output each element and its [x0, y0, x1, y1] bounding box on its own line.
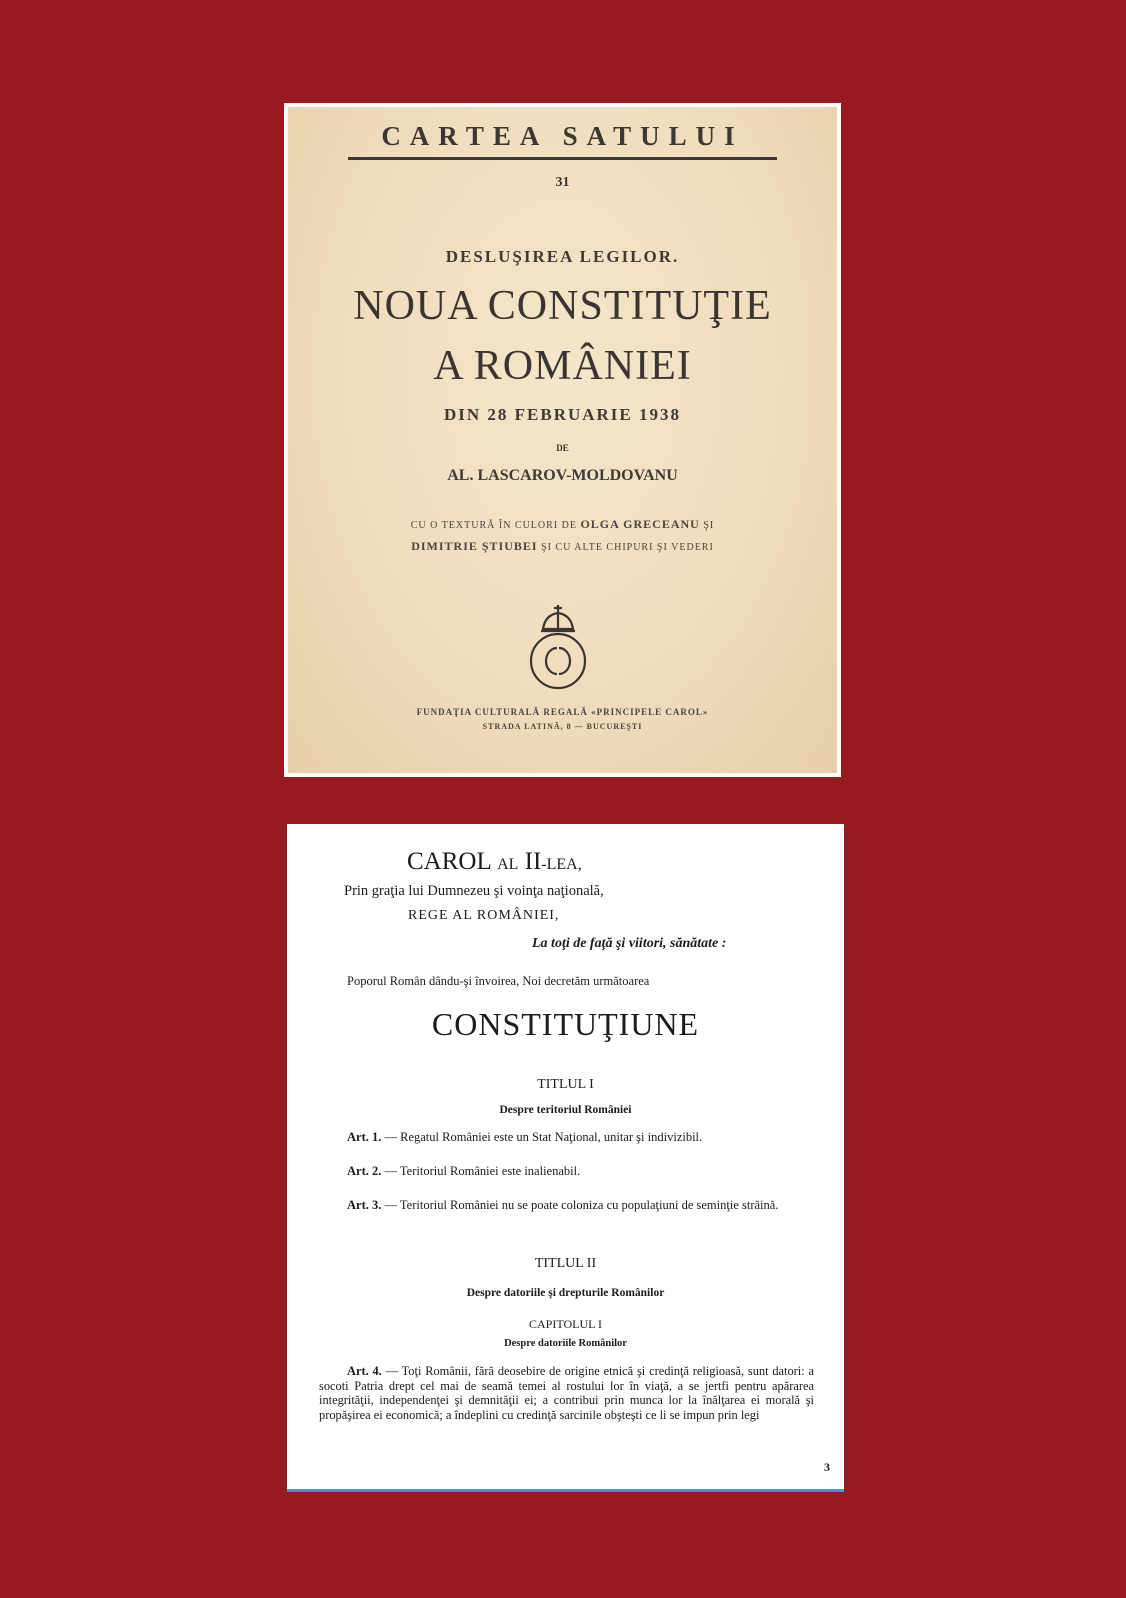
publisher-name: FUNDAŢIA CULTURALĂ REGALĂ «PRINCIPELE CAROL»: [416, 707, 709, 717]
cover-by: DE: [556, 443, 569, 453]
series-underline: [348, 157, 777, 160]
page-bottom-rule: [287, 1489, 844, 1492]
title-1-heading: TITLUL I: [537, 1077, 594, 1092]
article-1: [319, 1130, 814, 1145]
article-2: [319, 1164, 814, 1179]
cover-title-line-1: NOUA CONSTITUŢIE: [353, 283, 772, 329]
cover-author: AL. LASCAROV-MOLDOVANU: [447, 467, 678, 484]
illustrator-name-1: OLGA GRECEANU: [580, 517, 700, 531]
cover-subtitle: DESLUŞIREA LEGILOR.: [445, 247, 680, 266]
chapter-heading: CAPITOLUL I: [529, 1317, 602, 1331]
series-title: CARTEA SATULUI: [381, 121, 744, 151]
title-2-subheading: Despre datoriile şi drepturile Românilor: [466, 1287, 665, 1299]
crowned-monogram-emblem-icon: [523, 603, 593, 693]
article-4: [319, 1364, 814, 1422]
king-name: CAROL: [407, 848, 491, 875]
decree-line: Poporul Român dându-şi învoirea, Noi decretăm următoarea: [347, 974, 650, 988]
title-2-heading: TITLUL II: [534, 1256, 597, 1271]
chapter-subheading: Despre datoriile Românilor: [504, 1338, 627, 1349]
page-number: 3: [824, 1460, 830, 1474]
article-4-label: Art. 4.: [347, 1364, 382, 1378]
king-numeral: II: [524, 848, 542, 875]
grace-line: Prin graţia lui Dumnezeu şi voinţa naţională,: [344, 883, 604, 899]
greeting-line: La toţi de faţă şi viitori, sănătate :: [532, 936, 727, 951]
article-2-text: — Teritoriul României este inalienabil.: [381, 1164, 581, 1178]
article-3-label: Art. 3.: [347, 1198, 382, 1212]
illustrations-suffix: ŞI CU ALTE CHIPURI ŞI VEDERI: [541, 542, 714, 553]
cover-illustrations-line-1: [288, 517, 837, 532]
cover-title-line-2: A ROMÂNIEI: [433, 343, 692, 389]
article-1-label: Art. 1.: [347, 1130, 382, 1144]
king-suffix: -LEA,: [541, 856, 582, 873]
king-title: [407, 848, 582, 876]
article-1-text: — Regatul României este un Stat Naţional, unitar şi indivizibil.: [381, 1130, 703, 1144]
article-3-text: — Teritoriul României nu se poate coloniza cu populaţiuni de seminţie străină.: [381, 1198, 779, 1212]
constitution-page: [287, 824, 844, 1492]
article-4-text: — Toţi Românii, fără deosebire de origine etnică şi credinţă religioasă, sunt datori: a socoti Patria drept cel mai de seamă temei al rostului lor în viaţă, a se jertfi pentru apărarea integrităţii, independenţei şi demnităţii ei; a contribui prin munca lor la înălţarea ei morală şi propăşirea ei economică; a îndeplini cu credinţă sarcinile obşteşti ce li se impun prin legi: [319, 1364, 815, 1422]
constitution-heading: CONSTITUŢIUNE: [431, 1006, 700, 1042]
illustrator-name-2: DIMITRIE ŞTIUBEI: [411, 539, 538, 553]
title-1-subheading: Despre teritoriul României: [499, 1104, 632, 1116]
cover-illustrations-line-2: [288, 539, 837, 554]
illustrations-conj: ŞI: [703, 520, 715, 531]
king-article: AL: [497, 856, 519, 873]
rege-line: REGE AL ROMÂNIEI,: [408, 908, 560, 923]
illustrations-prefix: CU O TEXTURĂ ÎN CULORI DE: [410, 520, 577, 531]
series-number: 31: [555, 175, 570, 190]
publisher-address: STRADA LATINĂ, 8 — BUCUREŞTI: [482, 722, 643, 731]
book-cover: [284, 103, 841, 777]
article-2-label: Art. 2.: [347, 1164, 382, 1178]
cover-date: DIN 28 FEBRUARIE 1938: [443, 405, 682, 424]
article-3: [319, 1198, 814, 1213]
